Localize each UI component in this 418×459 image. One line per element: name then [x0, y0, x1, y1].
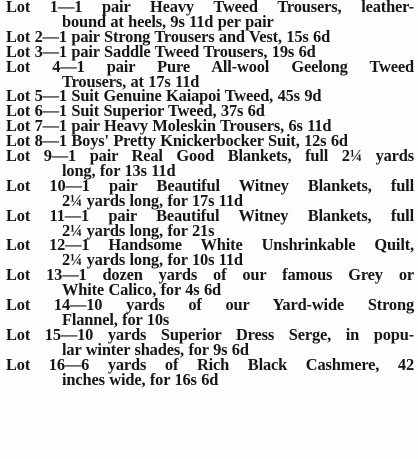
lot-item [6, 205, 414, 240]
lot-continuation-line: White Calico, for 4s 6d [62, 280, 221, 300]
lot-line: Lot 8—1 Boys' Pretty Knickerbocker Suit, 12s 6d [6, 131, 348, 151]
lot-line: Lot 7—1 pair Heavy Moleskin Trousers, 6s 11d [6, 116, 332, 136]
lot-item [6, 146, 414, 180]
lot-line: Lot 13—1 dozen yards of our famous Grey or [6, 265, 414, 285]
lot-line: Lot 3—1 pair Saddle Tweed Trousers, 19s 6d [6, 41, 316, 61]
lot-continuation-line: 2¼ yards long, for 17s 11d [62, 190, 243, 210]
lot-continuation-line: bound at heels, 9s 11d per pair [62, 11, 274, 31]
lot-line: Lot 16—6 yards of Rich Black Cashmere, 42 [6, 354, 414, 374]
lot-item [6, 295, 414, 329]
lot-line: Lot 15—10 yards Superior Dress Serge, in popu- [6, 324, 414, 344]
lot-line: Lot 1—1 pair Heavy Tweed Trousers, leather- [6, 0, 414, 16]
lot-item [6, 235, 414, 270]
lot-continuation-line: lar winter shades, for 9s 6d [62, 339, 249, 359]
lot-line: Lot 4—1 pair Pure All-wool Geelong Tweed [6, 56, 414, 76]
lot-continuation-line: 2¼ yards long, for 21s [62, 220, 215, 240]
lot-line: Lot 9—1 pair Real Good Blankets, full 2¼ yards [6, 146, 414, 166]
lot-line: Lot 6—1 Suit Superior Tweed, 37s 6d [6, 101, 265, 121]
lot-line: Lot 14—10 yards of our Yard-wide Strong [6, 295, 414, 315]
lot-list [6, 0, 414, 387]
lot-item [6, 0, 414, 30]
lot-item [6, 324, 414, 359]
lot-continuation-line: Flannel, for 10s [62, 309, 170, 329]
lot-item [6, 265, 414, 300]
lot-continuation-line: 2¼ yards long, for 10s 11d [62, 250, 243, 270]
lot-line: Lot 10—1 pair Beautiful Witney Blankets, full [6, 175, 414, 195]
lot-continuation-line: Trousers, at 17s 11d [62, 71, 200, 91]
lot-item [6, 56, 414, 91]
lot-item [6, 354, 414, 389]
lot-line: Lot 11—1 pair Beautiful Witney Blankets, full [6, 205, 414, 225]
lot-line: Lot 2—1 pair Strong Trousers and Vest, 15s 6d [6, 26, 331, 46]
lot-line: Lot 12—1 Handsome White Unshrinkable Quilt, [6, 235, 414, 255]
lot-item [6, 175, 414, 210]
lot-continuation-line: inches wide, for 16s 6d [62, 369, 219, 389]
lot-line: Lot 5—1 Suit Genuine Kaiapoi Tweed, 45s 9d [6, 86, 322, 106]
lot-continuation-line: long, for 13s 11d [62, 160, 176, 180]
